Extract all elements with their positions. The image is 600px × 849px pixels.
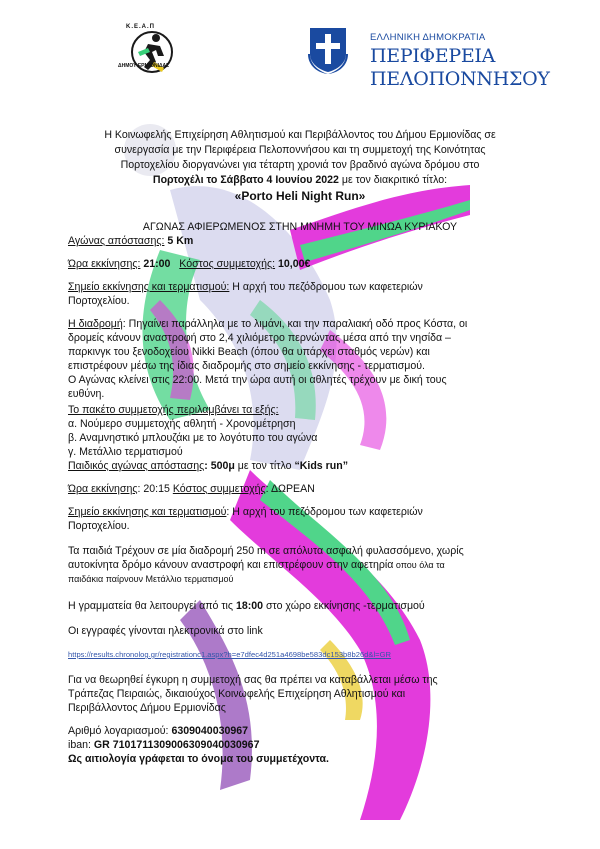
secretariat-info: Η γραμματεία θα λειτουργεί από τις 18:00 στο χώρο εκκίνησης -τερματισμού [68, 600, 425, 612]
gov-line-republic: ΕΛΛΗΝΙΚΗ ΔΗΜΟΚΡΑΤΙΑ [370, 32, 486, 43]
gov-line-region: ΠΕΡΙΦΕΡΕΙΑ [370, 45, 496, 67]
route-line-4: επιστρέφουν μέσω της ίδιας διαδρομής στο σημείο εκκίνησης - τερματισμού. [68, 360, 426, 372]
iban: iban: GR 7101711309006309040030967 [68, 739, 260, 751]
route-line-6: ευθύνη. [68, 388, 105, 400]
package-title: Το πακέτο συμμετοχής περιλαμβάνει τα εξής: [68, 404, 279, 416]
intro-line-1: Η Κοινωφελής Επιχείρηση Αθλητισμού και Περιβάλλοντος του Δήμου Ερμιονίδας σε [104, 129, 496, 141]
payment-line-1: Για να θεωρηθεί έγκυρη η συμμετοχή σας θα πρέπει να καταβάλλεται μέσω της [68, 674, 438, 686]
route-line-2: δρομείς κάνουν αναστροφή στο 2,4 χιλιόμετρο περνώντας μέσα από την νησίδα – [68, 332, 451, 344]
intro-line-4: Πορτοχέλι το Σάββατο 4 Ιουνίου 2022 με τον διακριτικό τίτλο: [152, 174, 448, 186]
kids-point-2: Πορτοχελίου. [68, 520, 130, 532]
event-date: Πορτοχέλι το Σάββατο 4 Ιουνίου 2022 [152, 174, 339, 186]
payment-line-3: Περιβάλλοντος Δήμου Ερμιονίδας [68, 702, 226, 714]
main-point-2: Πορτοχελίου. [68, 295, 130, 307]
registration-link[interactable]: https://results.chronolog.gr/registrationc1.aspx?h=e7dfec4d251a4698be583dc153b8b26d&l=GR [68, 650, 391, 659]
account-number: Αριθμό λογαριασμού: 6309040030967 [68, 725, 249, 737]
kids-desc-line-1: Τα παιδιά Τρέχουν σε μία διαδρομή 250 m σε απόλυτα ασφαλή φυλασσόμενο, χωρίς [68, 545, 464, 557]
kids-run-title: “Kids run” [294, 460, 348, 472]
package-item: α. Νούμερο συμμετοχής αθλητή - Χρονομέτρηση [68, 418, 296, 430]
gov-line-peloponnese: ΠΕΛΟΠΟΝΝΗΣΟΥ [370, 68, 550, 90]
greek-emblem-icon [306, 24, 350, 74]
intro-line-2: συνεργασία με την Περιφέρεια Πελοποννήσου και τη συμμετοχή της Κοινότητας [114, 144, 486, 156]
main-point: Σημείο εκκίνησης και τερματισμού: Η αρχή του πεζόδρομου των καφετεριών [68, 281, 423, 293]
region-logo [306, 24, 550, 90]
intro-line-3: Πορτοχελίου διοργανώνει για τέταρτη χρονιά τον βραδινό αγώνα δρόμου στο [120, 159, 480, 171]
package-item: γ. Μετάλλιο τερματισμού [68, 446, 183, 458]
kids-desc-line-2: αυτοκίνητα δρόμο κάνουν αναστροφή και επιστρέφουν στην αφετηρία οπου όλα τα [68, 559, 445, 571]
keap-logo-title: Κ.Ε.Α.Π [126, 24, 156, 30]
memorial-heading: ΑΓΩΝΑΣ ΑΦΙΕΡΩΜΕΝΟΣ ΣΤΗΝ ΜΝΗΜΗ ΤΟΥ ΜΙΝΩΑ ΚΥΡΙΑΚΟΥ [142, 221, 458, 233]
route-line-1: Η διαδρομή: Πηγαίνει παράλληλα με το λιμάνι, και την παραλιακή οδό προς Κόστα, οι [68, 318, 468, 330]
payment-line-2: Τράπεζας Πειραιώς, δικαιούχος Κοινωφελής Επιχείρηση Αθλητισμού και [68, 688, 406, 700]
event-title: «Porto Heli Night Run» [234, 189, 366, 203]
runner-logo-icon [108, 22, 194, 82]
main-start-cost: Ώρα εκκίνησης: 21:00 Κόστος συμμετοχής: 10,00€ [68, 258, 311, 270]
package-item: β. Αναμνηστικό μπλουζάκι με το λογότυπο του αγώνα [68, 432, 318, 444]
keap-logo-subtitle: ΔΗΜΟΥ ΕΡΜΙΟΝΙΔΑΣ [118, 63, 170, 69]
main-distance: Αγώνας απόστασης: 5 Km [68, 235, 194, 247]
kids-distance: Παιδικός αγώνας απόστασης: 500μ με τον τίτλο “Kids run” [68, 460, 348, 472]
route-line-3: παρκινγκ του ξενοδοχείου Nikki Beach (όπου θα υπάρχει σταθμός νερών) και [68, 346, 430, 358]
registration-text: Οι εγγραφές γίνονται ηλεκτρονικά στο link [68, 625, 263, 637]
kids-point: Σημείο εκκίνησης και τερματισμού: Η αρχή του πεζόδρομου των καφετεριών [68, 506, 423, 518]
kids-desc-line-3: παιδάκια παίρνουν Μετάλλιο τερματισμού [68, 574, 234, 584]
payment-note: Ως αιτιολογία γράφεται το όνομα του συμμετέχοντα. [68, 753, 329, 765]
route-line-5: Ο Αγώνας κλείνει στις 22:00. Μετά την ώρα αυτή οι αθλητές τρέχουν με δική τους [68, 374, 447, 386]
kids-start-cost: Ώρα εκκίνησης: 20:15 Κόστος συμμετοχής: ΔΩΡΕΑΝ [68, 483, 315, 495]
